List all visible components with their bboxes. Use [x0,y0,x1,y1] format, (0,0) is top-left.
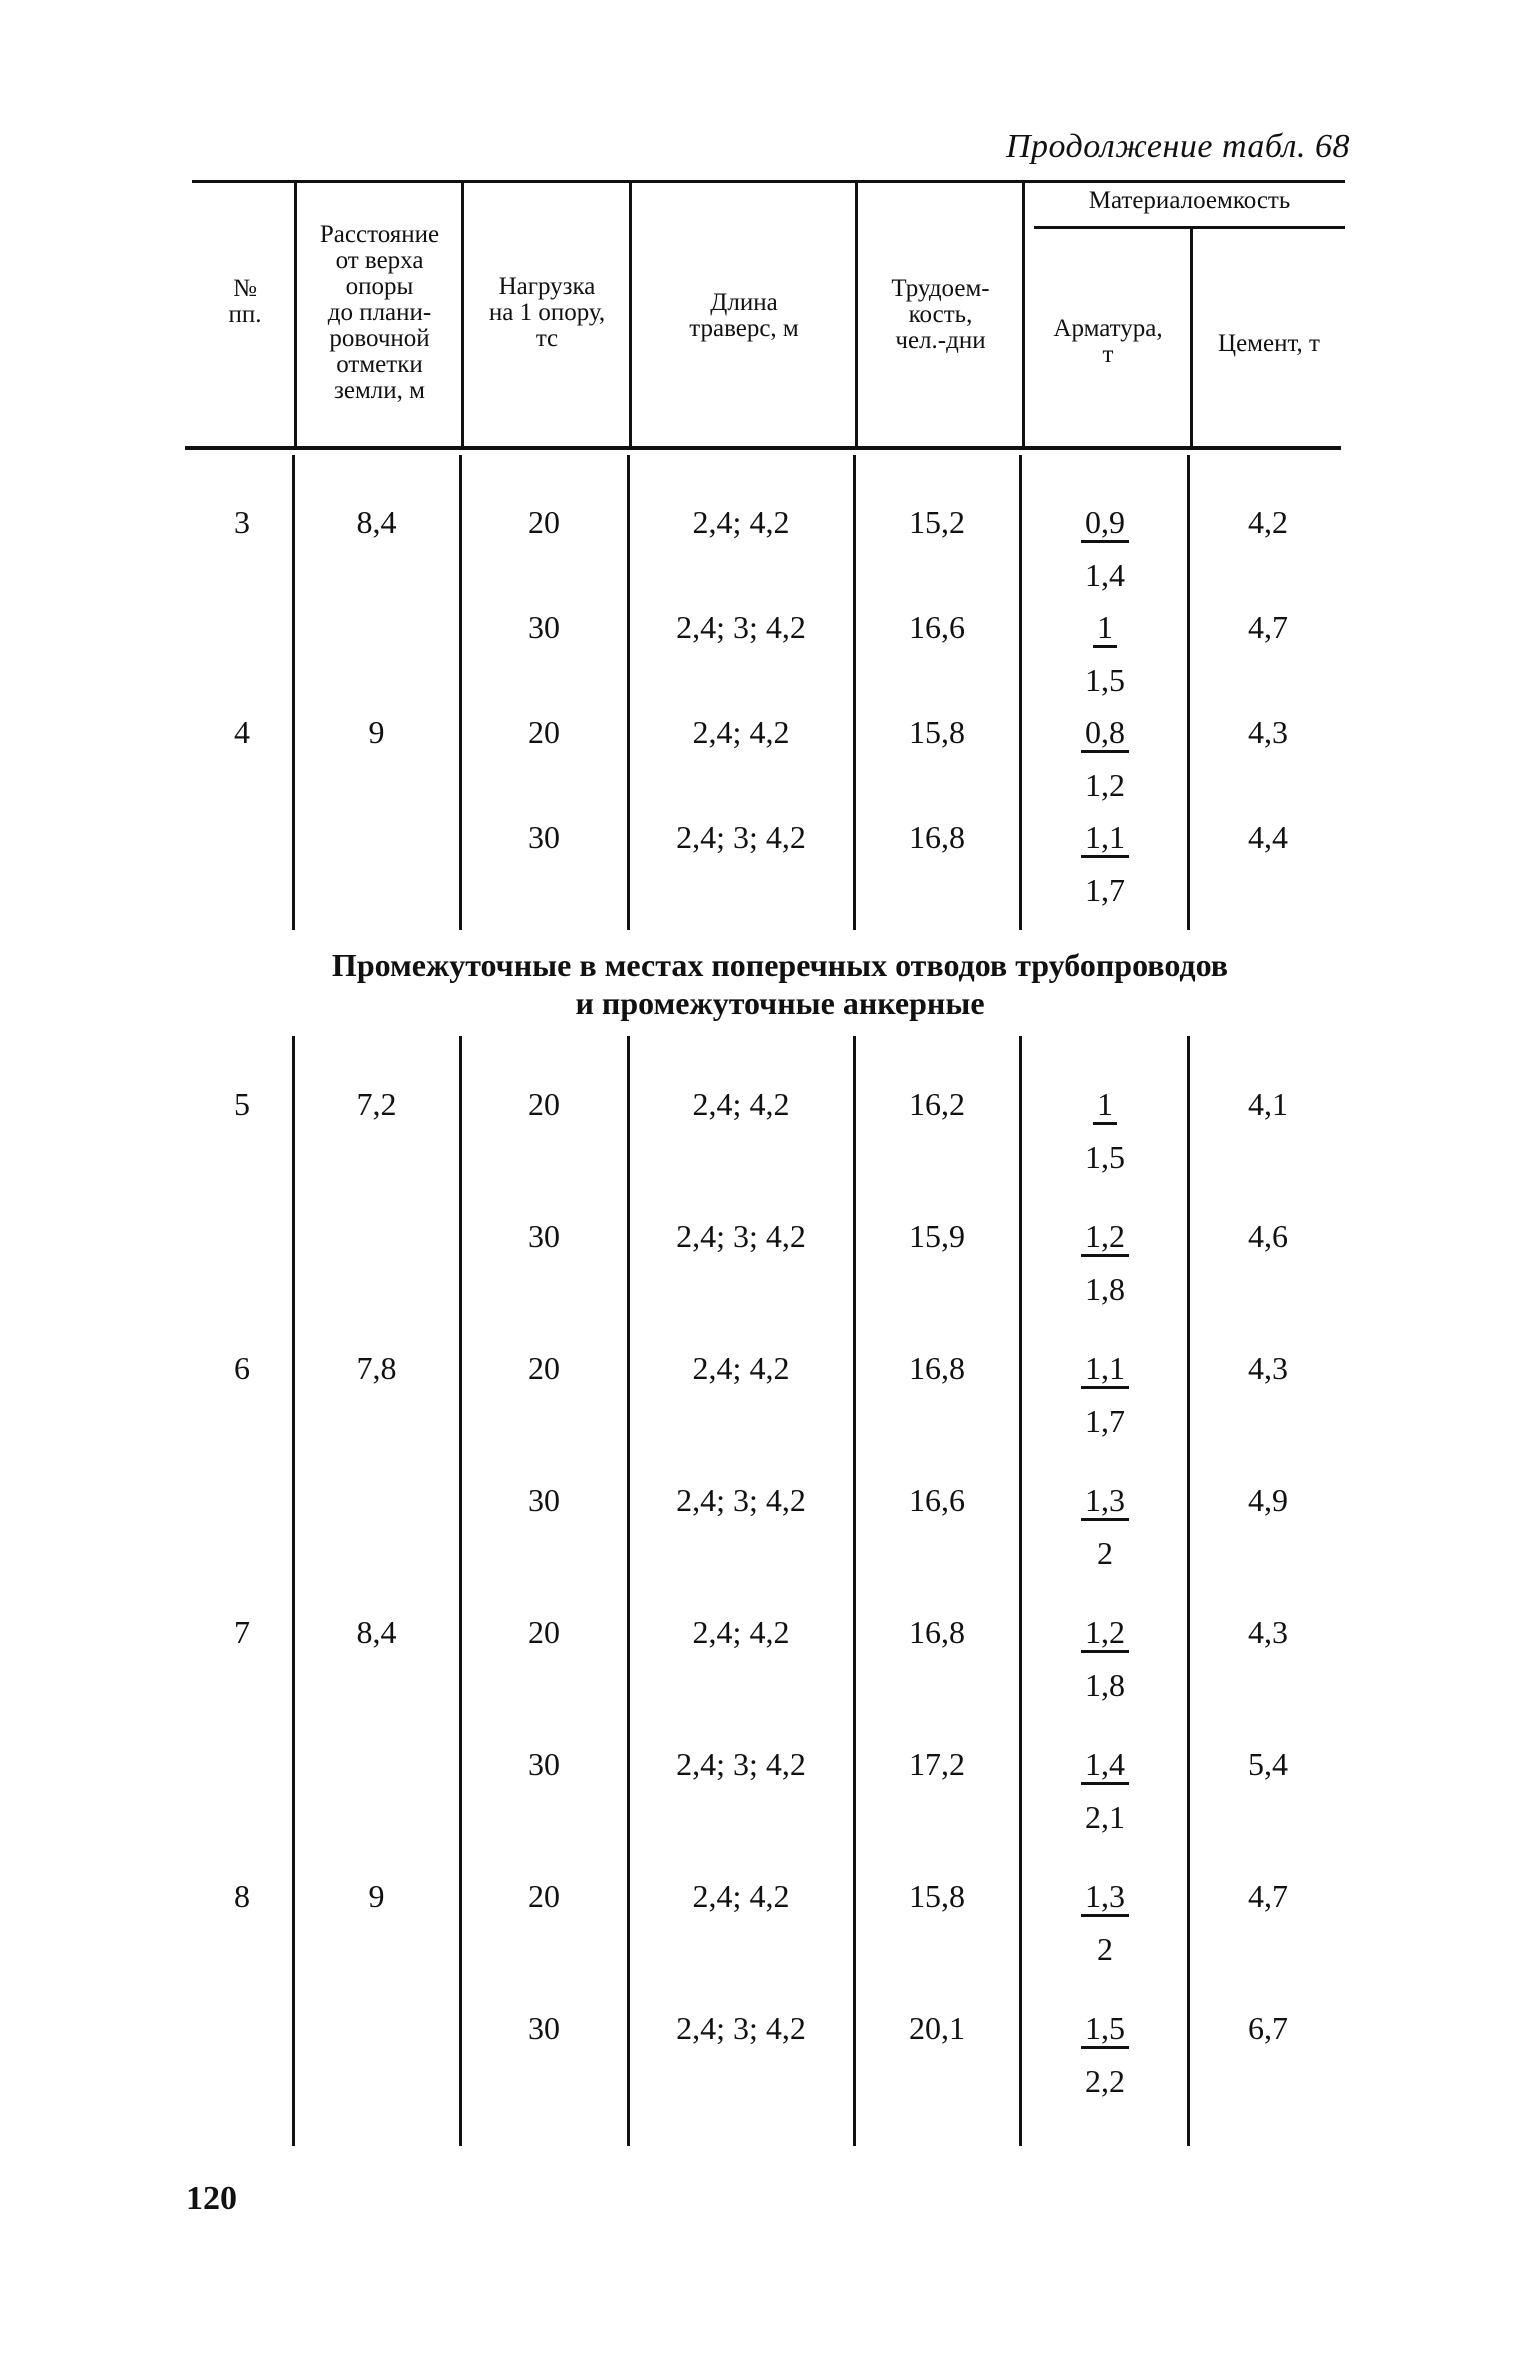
cell-traverse: 2,4; 4,2 [692,504,790,540]
rebar-numerator: 1,5 [1081,2010,1129,2049]
cell-labor: 15,8 [909,714,965,750]
header-distance: Расстояние от верха опоры до плани- ровочной отметки земли, м [319,221,440,404]
rebar-denominator: 2 [1097,1931,1113,1967]
rebar-numerator: 1,3 [1081,1482,1129,1521]
header-rebar: Арматура, т [1053,315,1163,368]
cell-traverse: 2,4; 3; 4,2 [676,1218,806,1254]
cell-distance: 7,2 [356,1086,397,1122]
header-labor: Трудоем- кость, чел.-дни [891,275,990,354]
rebar-denominator: 2,1 [1085,1799,1125,1835]
rebar-denominator: 1,8 [1085,1667,1125,1703]
table-continuation-label: Продолжение табл. 68 [1005,128,1350,165]
rebar-denominator: 1,7 [1085,1403,1125,1439]
cell-num: 7 [234,1614,250,1650]
cell-num: 4 [234,714,250,750]
rebar-denominator: 1,8 [1085,1271,1125,1307]
rebar-denominator: 2 [1097,1535,1113,1571]
cell-load: 30 [528,1746,560,1782]
cell-load: 30 [528,609,560,645]
cell-labor: 20,1 [909,2010,965,2046]
cell-rebar-fraction [1045,2010,1165,2099]
cell-labor: 16,2 [909,1086,965,1122]
cell-cement: 4,4 [1248,819,1288,855]
rebar-denominator: 1,5 [1085,1139,1125,1175]
cell-rebar-fraction [1045,1482,1165,1571]
cell-cement: 4,6 [1248,1218,1288,1254]
cell-traverse: 2,4; 3; 4,2 [676,609,806,645]
cell-distance: 8,4 [356,1614,397,1650]
rebar-numerator: 1,1 [1081,819,1129,858]
cell-cement: 4,3 [1248,1350,1288,1386]
cell-load: 20 [528,1614,560,1650]
cell-load: 30 [528,1218,560,1254]
cell-cement: 4,3 [1248,1614,1288,1650]
cell-traverse: 2,4; 3; 4,2 [676,819,806,855]
rebar-numerator: 0,8 [1081,714,1129,753]
cell-distance: 7,8 [356,1350,397,1386]
cell-load: 30 [528,2010,560,2046]
cell-labor: 16,8 [909,1350,965,1386]
body-bottom-divider-3 [627,1036,630,2146]
page-number: 120 [186,2180,237,2217]
rebar-numerator: 1 [1093,1086,1117,1125]
rebar-numerator: 1,1 [1081,1350,1129,1389]
cell-traverse: 2,4; 3; 4,2 [676,1746,806,1782]
rebar-denominator: 2,2 [1085,2063,1125,2099]
section-title: Промежуточные в местах поперечных отводов трубопроводов и промежуточные анкерные [331,947,1229,1021]
cell-traverse: 2,4; 3; 4,2 [676,1482,806,1518]
cell-traverse: 2,4; 4,2 [692,1878,790,1914]
cell-cement: 4,7 [1248,1878,1288,1914]
rebar-numerator: 1,3 [1081,1878,1129,1917]
cell-load: 30 [528,819,560,855]
cell-rebar-fraction [1045,1086,1165,1175]
cell-labor: 15,9 [909,1218,965,1254]
header-num: № пп. [228,275,262,328]
rebar-denominator: 1,7 [1085,872,1125,908]
cell-load: 30 [528,1482,560,1518]
body-bottom-divider-1 [292,1036,295,2146]
header-traverse: Длина траверс, м [689,289,799,342]
cell-load: 20 [528,1350,560,1386]
rebar-denominator: 1,2 [1085,767,1125,803]
rebar-denominator: 1,5 [1085,662,1125,698]
cell-rebar-fraction [1045,714,1165,803]
rebar-numerator: 1,2 [1081,1614,1129,1653]
cell-load: 20 [528,714,560,750]
rebar-numerator: 1,4 [1081,1746,1129,1785]
rebar-numerator: 0,9 [1081,504,1129,543]
cell-labor: 17,2 [909,1746,965,1782]
body-bottom-divider-4 [853,1036,856,2146]
cell-labor: 16,8 [909,1614,965,1650]
body-top-divider-5 [1019,455,1022,930]
cell-rebar-fraction [1045,1614,1165,1703]
cell-traverse: 2,4; 3; 4,2 [676,2010,806,2046]
cell-rebar-fraction [1045,819,1165,908]
cell-labor: 16,6 [909,1482,965,1518]
cell-rebar-fraction [1045,504,1165,593]
cell-distance: 8,4 [356,504,397,540]
cell-rebar-fraction [1045,1350,1165,1439]
header-material: Материалоемкость [1088,187,1291,214]
cell-traverse: 2,4; 4,2 [692,1086,790,1122]
cell-cement: 4,7 [1248,609,1288,645]
header-load: Нагрузка на 1 опору, тс [488,273,606,352]
cell-traverse: 2,4; 4,2 [692,1614,790,1650]
cell-distance: 9 [368,1878,385,1914]
cell-traverse: 2,4; 4,2 [692,1350,790,1386]
cell-labor: 16,6 [909,609,965,645]
cell-labor: 15,8 [909,1878,965,1914]
cell-cement: 5,4 [1248,1746,1288,1782]
cell-load: 20 [528,504,560,540]
cell-load: 20 [528,1878,560,1914]
cell-num: 8 [234,1878,250,1914]
header-bottom-rule [185,446,1341,450]
cell-rebar-fraction [1045,1746,1165,1835]
cell-num: 3 [234,504,250,540]
body-bottom-divider-6 [1187,1036,1190,2146]
cell-labor: 16,8 [909,819,965,855]
cell-distance: 9 [368,714,385,750]
header-cement: Цемент, т [1218,330,1320,357]
cell-load: 20 [528,1086,560,1122]
rebar-numerator: 1,2 [1081,1218,1129,1257]
cell-num: 6 [234,1350,250,1386]
cell-rebar-fraction [1045,1878,1165,1967]
rebar-denominator: 1,4 [1085,557,1125,593]
cell-traverse: 2,4; 4,2 [692,714,790,750]
body-bottom-divider-2 [459,1036,462,2146]
cell-cement: 4,2 [1248,504,1288,540]
cell-cement: 6,7 [1248,2010,1288,2046]
table-top-rule [192,180,1345,183]
cell-labor: 15,2 [909,504,965,540]
cell-rebar-fraction [1045,609,1165,698]
cell-cement: 4,9 [1248,1482,1288,1518]
body-bottom-divider-5 [1019,1036,1022,2146]
cell-cement: 4,3 [1248,714,1288,750]
rebar-numerator: 1 [1093,609,1117,648]
cell-num: 5 [234,1086,250,1122]
cell-cement: 4,1 [1248,1086,1288,1122]
cell-rebar-fraction [1045,1218,1165,1307]
